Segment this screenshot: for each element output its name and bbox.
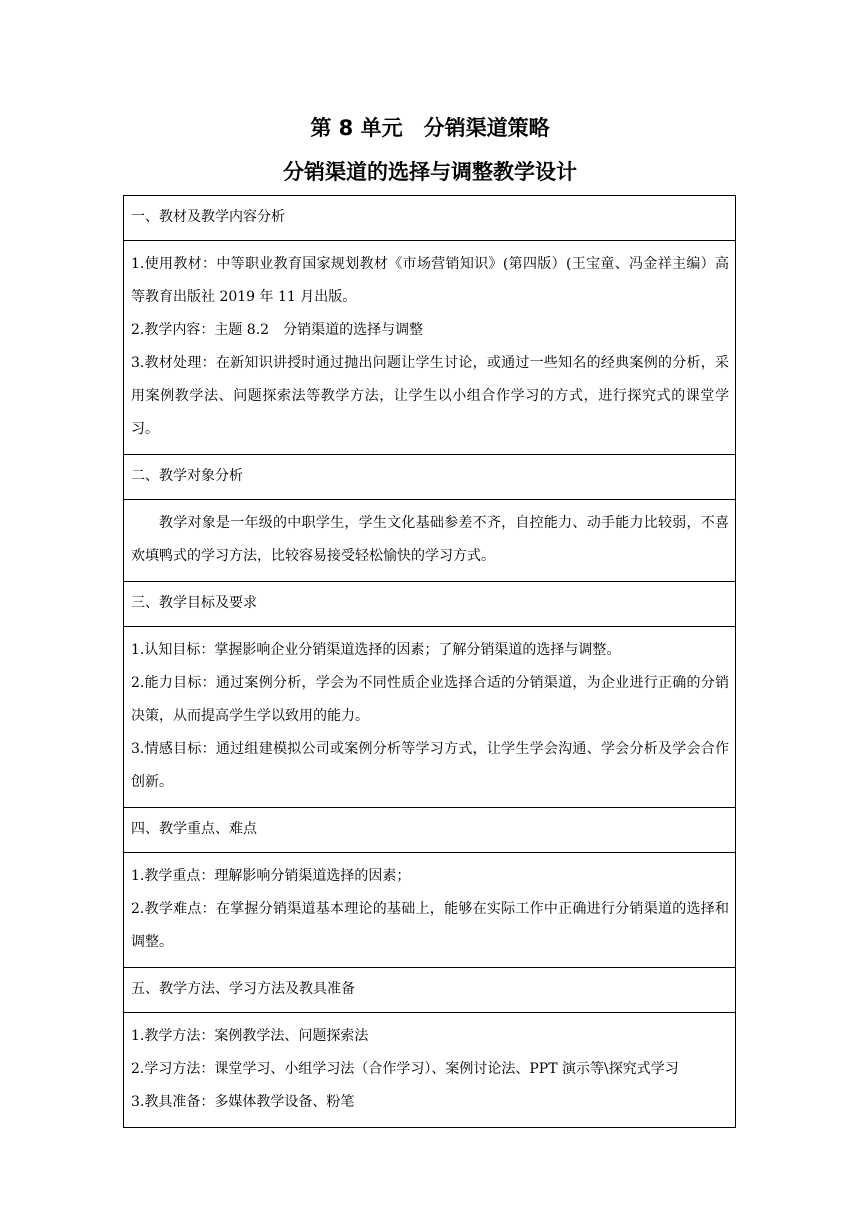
lesson-plan-table	[123, 195, 736, 1128]
section-content-row	[124, 241, 736, 455]
list-item: 3.教材处理：在新知识讲授时通过抛出问题让学生讨论，或通过一些知名的经典案例的分析，采用案例教学法、问题探索法等教学方法，让学生以小组合作学习的方式，进行探究式的课堂学习。	[131, 355, 729, 437]
section-heading-textbook-analysis: 一、教材及教学内容分析	[124, 196, 736, 241]
section-heading-row	[124, 968, 736, 1013]
list-item: 2.教学内容：主题 8.2 分销渠道的选择与调整	[131, 322, 424, 338]
section-content-row	[124, 627, 736, 808]
section-content-row	[124, 1013, 736, 1128]
section-content-student-analysis	[124, 500, 736, 582]
section-heading-row	[124, 196, 736, 241]
section-content-objectives	[124, 627, 736, 808]
list-item: 3.情感目标：通过组建模拟公司或案例分析等学习方式，让学生学会沟通、学会分析及学会合作创新。	[131, 741, 729, 790]
section-content-row	[124, 853, 736, 968]
list-item: 1.教学重点：理解影响分销渠道选择的因素；	[131, 868, 411, 884]
list-item: 2.教学难点：在掌握分销渠道基本理论的基础上，能够在实际工作中正确进行分销渠道的选择和调整。	[131, 901, 729, 950]
document-subtitle: 分销渠道的选择与调整教学设计	[283, 160, 577, 184]
paragraph: 教学对象是一年级的中职学生，学生文化基础参差不齐，自控能力、动手能力比较弱，不喜欢填鸭式的学习方法，比较容易接受轻松愉快的学习方式。	[131, 515, 729, 564]
section-heading-row	[124, 582, 736, 627]
document-title: 第 8 单元 分销渠道策略	[310, 116, 550, 140]
section-heading-row	[124, 455, 736, 500]
section-heading-row	[124, 808, 736, 853]
list-item: 1.使用教材：中等职业教育国家规划教材《市场营销知识》(第四版）(王宝童、冯金祥主编）高等教育出版社 2019 年 11 月出版。	[131, 256, 729, 305]
section-heading-key-points: 四、教学重点、难点	[124, 808, 736, 853]
section-content-row	[124, 500, 736, 582]
section-content-key-points	[124, 853, 736, 968]
section-heading-methods: 五、教学方法、学习方法及教具准备	[124, 968, 736, 1013]
list-item: 3.教具准备：多媒体教学设备、粉笔	[131, 1094, 355, 1110]
section-heading-objectives: 三、教学目标及要求	[124, 582, 736, 627]
section-heading-student-analysis: 二、教学对象分析	[124, 455, 736, 500]
list-item: 1.教学方法：案例教学法、问题探索法	[131, 1028, 369, 1044]
section-content-textbook-analysis	[124, 241, 736, 455]
section-content-methods	[124, 1013, 736, 1128]
list-item: 2.学习方法：课堂学习、小组学习法（合作学习）、案例讨论法、PPT 演示等\探究式学习	[131, 1061, 679, 1077]
list-item: 2.能力目标：通过案例分析，学会为不同性质企业选择合适的分销渠道，为企业进行正确的分销决策，从而提高学生学以致用的能力。	[131, 675, 729, 724]
list-item: 1.认知目标：掌握影响企业分销渠道选择的因素；了解分销渠道的选择与调整。	[131, 642, 621, 658]
